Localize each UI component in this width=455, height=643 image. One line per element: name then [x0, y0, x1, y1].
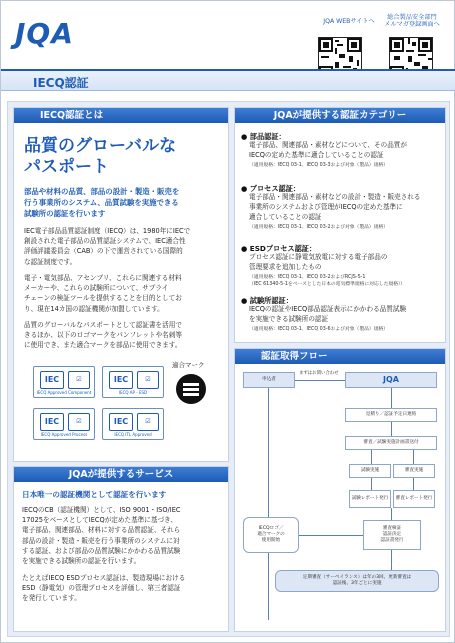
flow-jqa: JQA [345, 372, 437, 388]
flow-inquiry-label: まずはお問い合わせ [299, 371, 339, 376]
category-body [249, 141, 407, 161]
category-title-text: 部品認証： [249, 132, 286, 141]
flow-text-line: 認証書発行 [380, 537, 404, 543]
categories-panel [234, 107, 446, 343]
category-title: ● プロセス認証： [241, 184, 301, 193]
flow-heading: 認証取得フロー [235, 349, 445, 364]
iec-mark-icon: IEC [40, 413, 64, 431]
text-line: を発行しています。 [22, 594, 81, 603]
flow-arrow [299, 535, 363, 536]
text-line: プロセス認証に静電気放電に対する電子部品の [249, 253, 388, 261]
text-line: 管理要求を追加したもの [249, 262, 322, 271]
flow-logo-use [243, 517, 299, 553]
logo-caption: IECQ Approved Component [36, 390, 92, 395]
text-line: に使用でき、また適合マークを部品に使用できます。 [24, 341, 182, 350]
category-title-text: ESDプロセス認証： [249, 244, 317, 253]
flow-arrow [413, 478, 414, 490]
services-paragraph-2 [22, 573, 185, 604]
flow-text-line: 使用開始 [261, 537, 281, 543]
page-title: IECQ認証 [33, 76, 89, 90]
flow-text-line: 認証決定 [382, 532, 402, 538]
flow-text-line: 定期審査（サーベイランス）は年の3回、更新審査は [302, 575, 412, 581]
category-note [249, 274, 405, 288]
category-body [249, 253, 387, 273]
flow-panel [234, 348, 446, 632]
iecq-mark-icon: ☑ [68, 413, 90, 431]
text-line: 評価評議委員会（CAB）の下で運営されている国際的 [24, 247, 183, 256]
flow-text-line: 審査検証 [382, 526, 402, 532]
flow-step-test-report: 試験レポート発行 [349, 490, 391, 508]
flow-applicant-line [268, 388, 269, 620]
lead-line: 試験所の認証を行います [24, 209, 106, 218]
text-line: きるほか、以下のロゴマークをパンフレットや名刺等 [24, 331, 182, 340]
flow-arrow [371, 450, 372, 464]
text-line: IEC電子部品品質認証制度（IECQ）は、1980年にIECで [24, 227, 191, 235]
lead-line: 行う事業所のシステム、品質試験を実施できる [24, 198, 179, 207]
qr-label-newsletter-line1: 総合製品安全部門 [387, 14, 437, 21]
text-line: たとえばIECQ ESDプロセス認証は、製造現場における [22, 574, 186, 582]
text-line: （適用規格：IECQ 03-1、IECQ 03-2およびRCJS-5-1 [249, 275, 366, 280]
flow-arrow [391, 422, 392, 436]
about-headline [24, 136, 176, 178]
about-paragraph-1 [24, 226, 190, 267]
iec-mark-icon: IEC [109, 371, 133, 389]
flow-surveillance [275, 570, 439, 592]
logo-caption: IECQ AP - ESD [118, 390, 148, 395]
text-line: メーカーや、これらの試験所について、サプライ [24, 284, 169, 293]
iecq-logo-esd [102, 366, 164, 398]
iec-mark-icon: IEC [109, 413, 133, 431]
iecq-mark-icon: ☑ [68, 371, 90, 389]
services-panel [13, 466, 229, 632]
flow-step-audit: 審査実施 [393, 464, 435, 478]
flow-text-line: IECQロゴ／ [258, 526, 284, 532]
services-sub: 日本唯一の認証機関として認証を行います [22, 490, 167, 499]
content-area [7, 101, 450, 637]
text-line: を実施できる試験所の認証 [249, 314, 329, 323]
text-line: 電子部品・関連部品・素材などの設計・製造・販売される [249, 193, 421, 201]
text-line: ESD（静電気）の管理プロセスを評価し、第三者認証 [22, 584, 181, 593]
categories-heading: JQAが提供する認証カテゴリー [235, 108, 445, 123]
text-line: 電子・電気部品、アセンブリ、これらに関連する材料 [24, 274, 182, 282]
text-line: チェーンの検証ツールを提供することを目的としてお [24, 294, 182, 303]
conformity-mark-icon [176, 374, 206, 404]
about-panel [13, 107, 229, 462]
jqa-logo: JQA [15, 17, 74, 50]
iec-mark-icon: IEC [40, 371, 64, 389]
category-note: （適用規格：IECQ 03-1、IECQ 03-2および対象（製品）規格） [249, 225, 389, 230]
flow-arrow [413, 450, 414, 464]
text-line: 品質のグローバルなパスポートとして認証書を活用で [24, 321, 182, 329]
flow-step-estimate: 見積り／認証予定日連絡 [345, 408, 437, 422]
text-line: を実施できる試験所の認証を行います。 [22, 557, 141, 566]
iecq-logo-itl [102, 408, 164, 440]
category-body [249, 193, 420, 222]
category-note: （適用規格：IECQ 03-1、IECQ 03-6および対象（製品）規格） [249, 327, 389, 332]
logo-caption: IECQ Approved Process [40, 432, 88, 437]
page-title-bar [1, 69, 455, 91]
about-paragraph-3 [24, 320, 182, 351]
iecq-logo-process [33, 408, 95, 440]
iecq-logo-component [33, 366, 95, 398]
text-line: 電子部品、関連部品・素材などについて、その品質が [249, 141, 407, 149]
lead-line: 部品や材料の品質、部品の設計・製造・販売を [24, 187, 180, 196]
services-paragraph-1 [22, 505, 180, 566]
category-title-text: 試験所認証： [249, 296, 293, 305]
flow-step-testing: 試験実施 [349, 464, 391, 478]
flow-arrow [391, 550, 392, 570]
qr-label-newsletter [379, 14, 445, 29]
logo-caption: IECQ ITL Approved [114, 432, 152, 437]
flow-applicant: 申込者 [243, 372, 295, 388]
iecq-mark-icon: ☑ [137, 371, 159, 389]
text-line: な認証制度です。 [24, 257, 77, 266]
about-paragraph-2 [24, 273, 182, 314]
category-title: ● 部品認証： [241, 132, 286, 141]
text-line: IECQの認証やIECQ部品認証表示にかかわる品質試験 [249, 305, 407, 313]
category-body [249, 305, 406, 325]
text-line: （IEC 61340-5-1をベースとした日本の電気標準規格に対応した規格）） [249, 282, 406, 287]
qr-label-newsletter-line2: メルマガ登録画面へ [384, 21, 440, 29]
flow-step-decision [363, 520, 421, 550]
flow-arrow [391, 388, 392, 408]
headline-line2: パスポート [24, 157, 109, 177]
about-heading: IECQ認証とは [14, 108, 228, 123]
category-title: ● ESDプロセス認証： [241, 244, 317, 253]
flow-arrow [295, 380, 345, 381]
text-line: する認証、および部品の品質試験にかかわる品質試験 [22, 546, 181, 555]
flow-step-plan: 審査／試験実施計画書送付 [345, 436, 437, 450]
about-lead [24, 186, 179, 219]
flow-arrow [371, 478, 372, 490]
flow-step-audit-report: 審査レポート発行 [393, 490, 435, 508]
category-note: （適用規格：IECQ 03-1、IECQ 03-3および対象（製品）規格） [249, 163, 389, 168]
text-line: り、現在14カ国の認証機関が加盟しています。 [24, 304, 164, 313]
flow-text-line: 適合マークの [257, 532, 285, 538]
text-line: 事業所のシステムおよび管理がIECQの定めた基準に [249, 202, 403, 211]
text-line: 部品の設計・製造・販売を行う事業所のシステムに対 [22, 536, 180, 545]
text-line: 17025をベースとしてIECQが定めた基準に基づき、 [22, 516, 177, 525]
conformity-mark-label: 適合マーク [172, 361, 205, 369]
headline-line1: 品質のグローバルな [24, 136, 177, 156]
text-line: 創設された電子部品の品質認証システムで、IEC適合性 [24, 237, 186, 246]
flow-arrow [391, 508, 392, 520]
category-title-text: プロセス認証： [249, 184, 301, 193]
text-line: 電子部品、関連部品、材料に対する品質認証、それら [22, 526, 181, 535]
text-line: IECQの定めた基準に適合していることの認証 [249, 150, 384, 159]
iecq-mark-icon: ☑ [137, 413, 159, 431]
text-line: IECQのCB（認証機関）として、ISO 9001・ISO/IEC [22, 506, 181, 514]
text-line: 適合していることの認証 [249, 212, 322, 221]
services-heading: JQAが提供するサービス [14, 467, 228, 482]
qr-label-website: JQA WEBサイトへ [323, 18, 375, 25]
category-title: ● 試験所認証： [241, 296, 293, 305]
flow-text-line: 認証後、3年ごとに実施 [332, 581, 382, 586]
